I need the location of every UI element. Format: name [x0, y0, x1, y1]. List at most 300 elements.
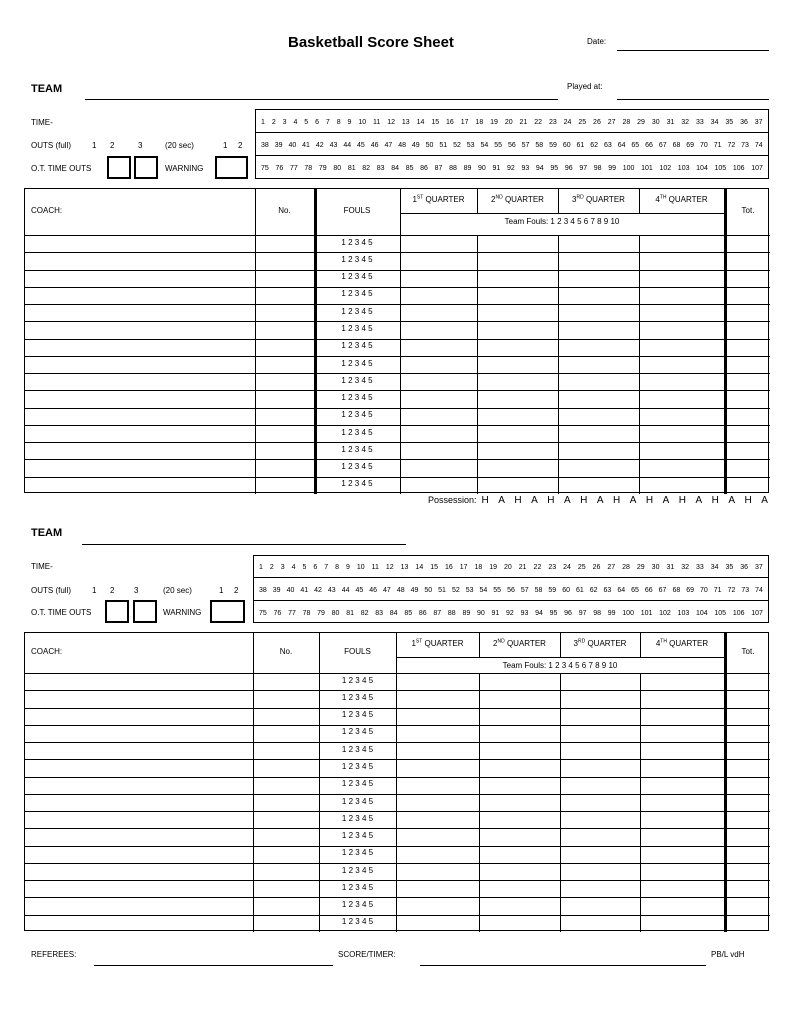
possession-letter[interactable]: H	[613, 495, 621, 506]
running-score-number[interactable]: 102	[659, 609, 671, 617]
running-score-number[interactable]: 84	[389, 609, 398, 617]
running-score-number[interactable]: 80	[331, 609, 340, 617]
running-score-number[interactable]: 45	[355, 586, 364, 594]
running-score-number[interactable]: 23	[548, 118, 557, 126]
warning-box[interactable]	[215, 156, 248, 179]
running-score-number[interactable]: 62	[590, 141, 599, 149]
running-score-number[interactable]: 104	[695, 609, 708, 617]
player-fouls[interactable]: 1 2 3 4 5	[341, 779, 374, 789]
outs-full-2[interactable]: 2	[110, 141, 115, 150]
ot-label-2: O.T. TIME OUTS	[31, 608, 92, 617]
player-fouls[interactable]: 1 2 3 4 5	[341, 692, 374, 702]
running-score-number[interactable]: 79	[318, 164, 327, 172]
running-score-number[interactable]: 105	[714, 609, 727, 617]
running-score-number[interactable]: 66	[644, 586, 653, 594]
running-score-number[interactable]: 10	[356, 563, 365, 571]
running-score-number[interactable]: 56	[507, 586, 515, 594]
table-divider	[25, 725, 770, 726]
quarter-label: QUARTER	[504, 639, 546, 648]
running-score-number[interactable]: 35	[725, 563, 734, 571]
player-fouls[interactable]: 1 2 3 4 5	[341, 796, 374, 806]
running-score-number[interactable]: 70	[700, 586, 708, 594]
running-score-number[interactable]: 55	[493, 586, 502, 594]
running-score-number[interactable]: 89	[462, 609, 471, 617]
running-score-number[interactable]: 85	[404, 609, 413, 617]
outs-full-2-2[interactable]: 2	[110, 586, 115, 595]
possession-letter[interactable]: A	[498, 495, 505, 506]
possession-letter[interactable]: H	[547, 495, 555, 506]
possession-letter[interactable]: H	[711, 495, 719, 506]
running-score-number[interactable]: 34	[710, 118, 719, 126]
running-score-number[interactable]: 103	[677, 164, 690, 172]
running-score-number[interactable]: 6	[315, 118, 319, 126]
outs-20-1[interactable]: 1	[223, 141, 228, 150]
running-score-number[interactable]: 27	[607, 563, 616, 571]
running-score-number[interactable]: 81	[346, 609, 354, 617]
running-score-number[interactable]: 5	[302, 563, 307, 571]
running-score-number[interactable]: 75	[259, 609, 267, 617]
running-score-number[interactable]: 38	[259, 586, 267, 594]
running-score-number[interactable]: 50	[424, 586, 433, 594]
running-score-number[interactable]: 57	[520, 586, 529, 594]
running-score-number[interactable]: 14	[416, 118, 425, 126]
running-score-number[interactable]: 92	[506, 164, 515, 172]
running-score-number[interactable]: 33	[695, 118, 704, 126]
player-fouls[interactable]: 1 2 3 4 5	[341, 831, 374, 841]
possession-letter[interactable]: A	[728, 495, 736, 506]
running-score-number[interactable]: 24	[563, 118, 572, 126]
running-score-number[interactable]: 93	[521, 164, 530, 172]
running-score-number[interactable]: 60	[562, 141, 571, 149]
table-divider	[25, 690, 770, 691]
outs-20-2[interactable]: 2	[238, 141, 243, 150]
running-score-number[interactable]: 19	[490, 118, 498, 126]
running-score-number[interactable]: 53	[466, 141, 475, 149]
coach-label: COACH:	[31, 647, 63, 656]
running-score-number[interactable]: 48	[398, 141, 406, 149]
possession-letter[interactable]: H	[514, 495, 522, 506]
running-score-number[interactable]: 26	[593, 118, 601, 126]
running-score-number[interactable]: 29	[636, 563, 645, 571]
running-score-number[interactable]: 16	[446, 118, 454, 126]
running-score-number[interactable]: 11	[373, 118, 381, 126]
possession-letter[interactable]: H	[580, 495, 588, 506]
running-score-number[interactable]: 49	[411, 141, 420, 149]
player-fouls[interactable]: 1 2 3 4 5	[341, 254, 373, 264]
running-score-number[interactable]: 91	[492, 164, 501, 172]
running-score-number[interactable]: 19	[489, 563, 498, 571]
running-score-number[interactable]: 106	[732, 164, 745, 172]
running-score-number[interactable]: 47	[384, 141, 393, 149]
player-fouls[interactable]: 1 2 3 4 5	[341, 479, 373, 489]
running-score-number[interactable]: 76	[275, 164, 284, 172]
running-score-number[interactable]: 84	[391, 164, 400, 172]
player-fouls[interactable]: 1 2 3 4 5	[341, 358, 373, 368]
running-score-number[interactable]: 82	[362, 164, 371, 172]
player-fouls[interactable]: 1 2 3 4 5	[341, 882, 374, 892]
running-score-number[interactable]: 51	[439, 141, 448, 149]
running-score-number[interactable]: 83	[376, 164, 385, 172]
running-score-number[interactable]: 64	[617, 141, 626, 149]
running-score-number[interactable]: 2	[269, 563, 274, 571]
played-at-label: Played at:	[567, 82, 603, 91]
running-score-number[interactable]: 11	[371, 563, 379, 571]
team-label: TEAM	[31, 83, 63, 95]
running-score-number[interactable]: 21	[518, 563, 527, 571]
running-score-number[interactable]: 47	[383, 586, 391, 594]
table-divider	[639, 189, 640, 213]
player-fouls[interactable]: 1 2 3 4 5	[341, 237, 373, 247]
player-fouls[interactable]: 1 2 3 4 5	[341, 341, 373, 351]
outs-full-3-2[interactable]: 3	[134, 586, 139, 595]
running-score-number[interactable]: 65	[631, 586, 639, 594]
running-score-number[interactable]: 98	[593, 164, 602, 172]
running-score-number[interactable]: 52	[451, 586, 460, 594]
running-score-number[interactable]: 30	[651, 563, 660, 571]
running-score-number[interactable]: 7	[325, 118, 330, 126]
running-score-number[interactable]: 2	[271, 118, 276, 126]
possession-letter[interactable]: A	[531, 495, 538, 506]
running-score-number[interactable]: 52	[453, 141, 461, 149]
running-score-number[interactable]: 107	[751, 609, 763, 617]
running-score-number[interactable]: 12	[387, 118, 395, 126]
running-score-number[interactable]: 69	[686, 141, 695, 149]
outs-full-1[interactable]: 1	[92, 141, 97, 150]
running-score-number[interactable]: 86	[420, 164, 428, 172]
running-score-number[interactable]: 70	[700, 141, 708, 149]
running-score-number[interactable]: 61	[576, 141, 585, 149]
running-score-number[interactable]: 14	[415, 563, 424, 571]
running-score-number[interactable]: 96	[564, 609, 572, 617]
running-score-number[interactable]: 42	[314, 586, 322, 594]
team-name-line-2[interactable]	[82, 544, 406, 545]
running-score-number[interactable]: 88	[447, 609, 456, 617]
running-score-number[interactable]: 77	[288, 609, 296, 617]
running-score-number[interactable]: 102	[659, 164, 672, 172]
running-score-number[interactable]: 1	[259, 563, 263, 571]
running-score-number[interactable]: 5	[304, 118, 309, 126]
running-score-number[interactable]: 50	[425, 141, 434, 149]
running-score-number[interactable]: 24	[563, 563, 571, 571]
running-score-number[interactable]: 92	[506, 609, 514, 617]
running-score-number[interactable]: 59	[549, 141, 557, 149]
player-fouls[interactable]: 1 2 3 4 5	[341, 375, 373, 385]
running-score-number[interactable]: 37	[754, 118, 763, 126]
running-score-number[interactable]: 35	[725, 118, 734, 126]
running-score-number[interactable]: 89	[463, 164, 472, 172]
running-score-number[interactable]: 33	[695, 563, 704, 571]
running-score-number[interactable]: 59	[548, 586, 557, 594]
running-score-number[interactable]: 82	[360, 609, 369, 617]
running-score-number[interactable]: 9	[346, 563, 350, 571]
running-score-number[interactable]: 101	[641, 164, 653, 172]
quarter-header-2	[477, 195, 558, 204]
running-score-number[interactable]: 10	[358, 118, 367, 126]
running-score-number[interactable]: 87	[433, 609, 442, 617]
outs-full-3[interactable]: 3	[138, 141, 143, 150]
running-score-number[interactable]: 58	[535, 141, 544, 149]
player-fouls[interactable]: 1 2 3 4 5	[341, 427, 373, 437]
running-score-number[interactable]: 97	[579, 164, 588, 172]
player-fouls[interactable]: 1 2 3 4 5	[341, 289, 373, 299]
running-score-number[interactable]: 25	[577, 563, 586, 571]
running-score-number[interactable]: 4	[291, 563, 296, 571]
running-score-number[interactable]: 58	[534, 586, 543, 594]
running-score-number[interactable]: 73	[741, 586, 750, 594]
running-score-number[interactable]: 32	[681, 563, 689, 571]
running-score-number[interactable]: 80	[333, 164, 342, 172]
running-score-number[interactable]: 39	[272, 586, 281, 594]
running-score-number[interactable]: 90	[478, 164, 486, 172]
running-score-number[interactable]: 57	[521, 141, 530, 149]
running-score-number[interactable]: 99	[608, 164, 617, 172]
player-fouls[interactable]: 1 2 3 4 5	[341, 900, 374, 910]
player-fouls[interactable]: 1 2 3 4 5	[341, 761, 374, 771]
player-fouls[interactable]: 1 2 3 4 5	[341, 813, 374, 823]
outs-20-2-2[interactable]: 2	[234, 586, 239, 595]
possession-letter[interactable]: H	[678, 495, 687, 506]
date-line[interactable]	[617, 50, 769, 51]
running-score-number[interactable]: 60	[562, 586, 570, 594]
running-score-number[interactable]: 68	[672, 586, 681, 594]
ot-box-2[interactable]	[134, 156, 158, 179]
player-fouls[interactable]: 1 2 3 4 5	[341, 410, 373, 420]
running-score-number[interactable]: 43	[329, 141, 338, 149]
running-score-number[interactable]: 22	[534, 118, 543, 126]
running-score-number[interactable]: 71	[713, 141, 722, 149]
running-score-number[interactable]: 9	[347, 118, 352, 126]
player-fouls[interactable]: 1 2 3 4 5	[341, 323, 373, 333]
running-score-number[interactable]: 13	[400, 563, 409, 571]
running-score-number[interactable]: 1	[261, 118, 265, 126]
possession-letter[interactable]: H	[744, 495, 752, 506]
running-score-number[interactable]: 46	[369, 586, 378, 594]
player-fouls[interactable]: 1 2 3 4 5	[341, 272, 373, 282]
running-score-number[interactable]: 40	[288, 141, 297, 149]
running-score-number[interactable]: 23	[548, 563, 557, 571]
running-score-number[interactable]: 66	[645, 141, 653, 149]
running-score-number[interactable]: 64	[617, 586, 626, 594]
running-score-number[interactable]: 68	[672, 141, 681, 149]
running-score-number[interactable]: 78	[302, 609, 311, 617]
running-score-number[interactable]: 91	[491, 609, 500, 617]
running-score-number[interactable]: 51	[438, 586, 446, 594]
running-score-number[interactable]: 107	[751, 164, 763, 172]
running-score-number[interactable]: 36	[740, 563, 749, 571]
referees-line[interactable]	[94, 965, 333, 966]
running-score-number[interactable]: 21	[519, 118, 528, 126]
running-score-number[interactable]: 72	[727, 586, 736, 594]
running-score-number[interactable]: 90	[476, 609, 485, 617]
player-fouls[interactable]: 1 2 3 4 5	[341, 462, 373, 472]
score-timer-line[interactable]	[420, 965, 706, 966]
running-score-number[interactable]: 94	[535, 609, 543, 617]
running-score-number[interactable]: 45	[357, 141, 365, 149]
running-score-number[interactable]: 63	[603, 141, 612, 149]
outs-full-1-2[interactable]: 1	[92, 586, 97, 595]
possession-letter[interactable]: H	[645, 495, 654, 506]
running-score-number[interactable]: 12	[385, 563, 394, 571]
player-fouls[interactable]: 1 2 3 4 5	[341, 865, 374, 875]
running-score-number[interactable]: 76	[273, 609, 282, 617]
player-fouls[interactable]: 1 2 3 4 5	[341, 917, 374, 927]
table-divider	[25, 863, 770, 864]
running-score-number[interactable]: 87	[434, 164, 443, 172]
running-score-number[interactable]: 28	[622, 563, 630, 571]
running-score-number[interactable]: 54	[479, 586, 488, 594]
running-score-number[interactable]: 37	[755, 563, 763, 571]
running-score-number[interactable]: 104	[696, 164, 708, 172]
running-score-number[interactable]: 74	[754, 141, 763, 149]
running-score-number[interactable]: 36	[740, 118, 748, 126]
running-score-number[interactable]: 16	[444, 563, 453, 571]
running-score-number[interactable]: 69	[686, 586, 695, 594]
running-score-number[interactable]: 67	[658, 141, 667, 149]
quarter-label: QUARTER	[583, 195, 625, 204]
ot-box-1[interactable]	[107, 156, 131, 179]
running-score-number[interactable]: 83	[375, 609, 384, 617]
running-score-number[interactable]: 75	[261, 164, 269, 172]
running-score-number[interactable]: 22	[533, 563, 542, 571]
running-score-number[interactable]: 49	[410, 586, 419, 594]
running-score-number[interactable]: 27	[607, 118, 616, 126]
quarter-header-2	[479, 639, 560, 648]
running-score-number[interactable]: 3	[282, 118, 287, 126]
running-score-number[interactable]: 38	[261, 141, 269, 149]
player-fouls[interactable]: 1 2 3 4 5	[341, 710, 374, 720]
running-score-number[interactable]: 63	[603, 586, 612, 594]
running-score-number[interactable]: 54	[480, 141, 489, 149]
running-score-number[interactable]: 44	[341, 586, 350, 594]
running-score-number[interactable]: 55	[494, 141, 503, 149]
running-score-number[interactable]: 41	[300, 586, 309, 594]
running-score-number[interactable]: 61	[575, 586, 584, 594]
possession-letter[interactable]: A	[761, 495, 768, 506]
running-score-number[interactable]: 29	[637, 118, 645, 126]
referees-label: REFEREES:	[31, 950, 77, 959]
player-fouls[interactable]: 1 2 3 4 5	[341, 744, 374, 754]
running-score-number[interactable]: 40	[286, 586, 295, 594]
running-score-number[interactable]: 62	[589, 586, 598, 594]
running-score-number[interactable]: 100	[622, 609, 634, 617]
running-score-number[interactable]: 44	[343, 141, 352, 149]
running-score-number[interactable]: 20	[504, 118, 513, 126]
running-score-number[interactable]: 34	[710, 563, 719, 571]
running-score-number[interactable]: 41	[302, 141, 310, 149]
running-score-number[interactable]: 97	[578, 609, 587, 617]
running-score-number[interactable]: 18	[474, 563, 483, 571]
ot-box-1-2[interactable]	[105, 600, 129, 623]
running-score-number[interactable]: 73	[741, 141, 749, 149]
player-fouls[interactable]: 1 2 3 4 5	[341, 848, 374, 858]
running-score-number[interactable]: 100	[622, 164, 635, 172]
running-score-number[interactable]: 77	[289, 164, 298, 172]
running-score-number[interactable]: 15	[431, 118, 440, 126]
running-score-number[interactable]: 85	[405, 164, 414, 172]
running-score-number[interactable]: 88	[449, 164, 457, 172]
running-score-number[interactable]: 8	[335, 563, 340, 571]
running-score-number[interactable]: 93	[520, 609, 529, 617]
outs-label: OUTS (full)	[31, 141, 71, 150]
running-score-number[interactable]: 31	[666, 118, 675, 126]
played-at-line[interactable]	[617, 99, 769, 100]
running-score-number[interactable]: 26	[592, 563, 601, 571]
running-score-number[interactable]: 105	[714, 164, 727, 172]
running-score-number[interactable]: 56	[507, 141, 516, 149]
running-score-number[interactable]: 96	[564, 164, 573, 172]
player-fouls[interactable]: 1 2 3 4 5	[341, 727, 374, 737]
running-score-number[interactable]: 42	[315, 141, 324, 149]
running-score-number[interactable]: 8	[336, 118, 341, 126]
running-score-number[interactable]: 103	[677, 609, 690, 617]
running-score-number[interactable]: 95	[549, 609, 558, 617]
running-score-number[interactable]: 13	[401, 118, 410, 126]
player-fouls[interactable]: 1 2 3 4 5	[341, 306, 373, 316]
running-score-number[interactable]: 6	[313, 563, 318, 571]
running-score-number[interactable]: 4	[293, 118, 298, 126]
possession-letter[interactable]: H	[481, 495, 489, 506]
ot-box-2-2[interactable]	[133, 600, 157, 623]
running-score-number[interactable]: 71	[713, 586, 722, 594]
running-score-number[interactable]: 43	[327, 586, 336, 594]
running-score-number[interactable]: 39	[274, 141, 283, 149]
running-score-number[interactable]: 74	[755, 586, 763, 594]
running-score-number[interactable]: 28	[622, 118, 631, 126]
possession-letter[interactable]: A	[564, 495, 571, 506]
warning-box-2[interactable]	[210, 600, 245, 623]
running-score-number[interactable]: 86	[418, 609, 427, 617]
running-score-number[interactable]: 79	[317, 609, 325, 617]
running-score-number[interactable]: 65	[631, 141, 640, 149]
running-score-number[interactable]: 31	[666, 563, 675, 571]
player-fouls[interactable]: 1 2 3 4 5	[341, 393, 373, 403]
team-name-line[interactable]	[85, 99, 558, 100]
running-score-number[interactable]: 53	[465, 586, 474, 594]
outs-20-1-2[interactable]: 1	[219, 586, 224, 595]
possession-letter[interactable]: A	[662, 495, 670, 506]
running-score-number[interactable]: 98	[593, 609, 602, 617]
running-score-number[interactable]: 81	[347, 164, 356, 172]
possession-letter[interactable]: A	[695, 495, 703, 506]
possession-letter[interactable]: A	[596, 495, 604, 506]
running-score-number[interactable]: 25	[578, 118, 587, 126]
running-score-number[interactable]: 15	[430, 563, 438, 571]
running-score-number[interactable]: 101	[640, 609, 653, 617]
running-score-number[interactable]: 30	[651, 118, 660, 126]
running-score-number[interactable]: 18	[475, 118, 484, 126]
running-score-number[interactable]: 32	[681, 118, 690, 126]
running-score-number[interactable]: 17	[459, 563, 468, 571]
possession-letter[interactable]: A	[629, 495, 637, 506]
running-score-number[interactable]: 7	[324, 563, 329, 571]
running-score-number[interactable]: 17	[460, 118, 469, 126]
running-score-number[interactable]: 94	[535, 164, 544, 172]
running-score-number[interactable]: 3	[280, 563, 285, 571]
running-score-number[interactable]: 72	[727, 141, 736, 149]
running-score-number[interactable]: 48	[396, 586, 405, 594]
running-score-number[interactable]: 20	[504, 563, 512, 571]
running-score-number[interactable]: 78	[304, 164, 313, 172]
running-score-number[interactable]: 95	[550, 164, 559, 172]
running-score-number[interactable]: 99	[607, 609, 616, 617]
player-fouls[interactable]: 1 2 3 4 5	[341, 444, 373, 454]
running-score-number[interactable]: 67	[658, 586, 667, 594]
quarter-number: 3	[572, 195, 577, 204]
running-score-number[interactable]: 46	[370, 141, 379, 149]
running-score-number[interactable]: 106	[732, 609, 745, 617]
player-fouls[interactable]: 1 2 3 4 5	[341, 675, 374, 685]
quarter-label: QUARTER	[423, 195, 465, 204]
